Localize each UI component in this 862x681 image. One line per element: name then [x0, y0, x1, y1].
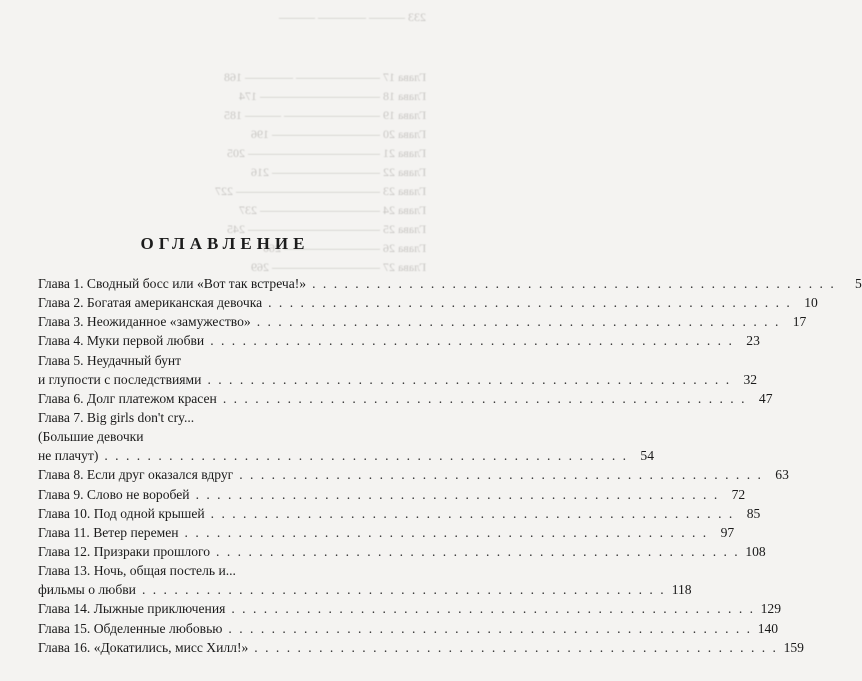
toc-entry: [38, 389, 773, 408]
toc-list: [38, 274, 862, 657]
toc-entry-title: Глава 2. Богатая американская девочка: [38, 295, 263, 311]
toc-line: [38, 370, 758, 389]
toc-line: [38, 446, 655, 465]
toc-line: [38, 274, 862, 293]
toc-heading: ОГЛАВЛЕНИЕ: [140, 234, 310, 253]
toc-entry-title: и глупости с последствиями: [38, 371, 202, 387]
toc-line: [38, 485, 746, 504]
toc-entry: [38, 312, 807, 331]
toc-entry: [38, 523, 735, 542]
toc-entry-title: Глава 1. Сводный босс или «Вот так встреча!»: [38, 276, 307, 291]
toc-line: [38, 542, 766, 561]
toc-line: [38, 580, 692, 599]
toc-line: [38, 293, 818, 312]
toc-entry-title: Глава 16. «Докатились, мисс Хилл!»: [38, 639, 249, 655]
toc-entry-title: Глава 6. Долг платежом красен: [38, 390, 217, 406]
toc-line: [38, 408, 402, 427]
toc-dot-leader: . . . . . . . . . . . . . . . . . . . . . . . . . . . . . . . . . . . . . . . . . . . . . . . . .: [268, 295, 792, 311]
toc-entry-title: Глава 5. Неудачный бунт: [38, 352, 182, 368]
toc-entry: [38, 619, 779, 638]
toc-dot-leader: . . . . . . . . . . . . . . . . . . . . . . . . . . . . . . . . . . . . . . . . . . . . . . . . .: [231, 601, 756, 617]
toc-line: [38, 599, 782, 618]
toc-page-number: 140: [757, 620, 779, 636]
toc-page-number: 17: [792, 314, 807, 330]
toc-entry-title: Глава 13. Ночь, общая постель и...: [38, 563, 236, 579]
toc-line: [38, 389, 773, 408]
toc-entry: [38, 638, 804, 657]
toc-page-number: 72: [731, 486, 746, 502]
toc-line: [38, 504, 761, 523]
toc-line: [38, 427, 402, 446]
toc-page-number: 97: [720, 524, 735, 540]
toc-entry-title: Глава 15. Обделенные любовью: [38, 620, 223, 636]
toc-line: [38, 523, 735, 542]
toc-page-number: 85: [746, 505, 761, 521]
toc-page-number: 54: [640, 448, 655, 464]
toc-entry-title: Глава 11. Ветер перемен: [38, 524, 179, 540]
toc-page-number: 47: [758, 390, 773, 406]
toc-entry: [38, 599, 782, 618]
toc-entry-title: Глава 12. Призраки прошлого: [38, 543, 211, 559]
toc-page-number: 32: [743, 371, 758, 387]
toc-entry: [38, 561, 692, 599]
toc-dot-leader: . . . . . . . . . . . . . . . . . . . . . . . . . . . . . . . . . . . . . . . . . . . . . . . . .: [184, 524, 709, 540]
toc-dot-leader: . . . . . . . . . . . . . . . . . . . . . . . . . . . . . . . . . . . . . . . . . . . . . . . . .: [228, 620, 753, 636]
toc-entry-title: не плачут): [38, 448, 99, 464]
toc-entry-title: Глава 10. Под одной крышей: [38, 505, 205, 521]
toc-entry: [38, 504, 761, 523]
toc-page-number: 159: [783, 639, 804, 655]
toc-entry-title: (Большие девочки: [38, 429, 144, 445]
toc-entry-title: Глава 14. Лыжные приключения: [38, 601, 226, 617]
toc-page-number: 5: [854, 276, 862, 291]
toc-entry: [38, 465, 789, 484]
toc-entry: [38, 351, 758, 389]
toc-page-number: 23: [746, 333, 760, 349]
toc-dot-leader: . . . . . . . . . . . . . . . . . . . . . . . . . . . . . . . . . . . . . . . . . . . . . . . . .: [254, 639, 778, 655]
toc-line: [38, 619, 779, 638]
toc-dot-leader: . . . . . . . . . . . . . . . . . . . . . . . . . . . . . . . . . . . . . . . . . . . . . . . . .: [216, 543, 740, 559]
toc-entry: [38, 542, 766, 561]
toc-line: [38, 561, 402, 580]
toc-page-number: 10: [804, 295, 818, 311]
toc-page-number: 108: [745, 543, 766, 559]
toc-dot-leader: . . . . . . . . . . . . . . . . . . . . . . . . . . . . . . . . . . . . . . . . . . . . . . . . .: [210, 333, 734, 349]
toc-dot-leader: . . . . . . . . . . . . . . . . . . . . . . . . . . . . . . . . . . . . . . . . . . . . . . . . .: [256, 314, 781, 330]
toc-entry-title: Глава 3. Неожиданное «замужество»: [38, 314, 251, 330]
toc-dot-leader: . . . . . . . . . . . . . . . . . . . . . . . . . . . . . . . . . . . . . . . . . . . . . . . . .: [239, 467, 763, 483]
toc-dot-leader: . . . . . . . . . . . . . . . . . . . . . . . . . . . . . . . . . . . . . . . . . . . . . . . . .: [222, 390, 747, 406]
toc-page-number: 129: [760, 601, 782, 617]
toc-dot-leader: . . . . . . . . . . . . . . . . . . . . . . . . . . . . . . . . . . . . . . . . . . . . . . . . .: [104, 448, 629, 464]
toc-entry-title: Глава 8. Если друг оказался вдруг: [38, 467, 234, 483]
show-through-text: 233 ——— ———— ——— Глава 17 ——————— ———— 168 Глава 18 —————————— 174 Глава 19 ———————— ——— 185 Глава 20 ————————— 196 Глава 21 ——————————— 205 Глава 22 ————————— 216 Глава 23 ———————————— 227 Глава 24 —————————— 237 Глава 25 ——————————— 245 Глава 26 ———————— 260 Глава 27 ————————— 269: [214, 10, 426, 274]
toc-entry-title: Глава 4. Муки первой любви: [38, 333, 205, 349]
toc-entry-title: Глава 7. Big girls don't cry...: [38, 409, 195, 425]
toc-page-number: 63: [775, 467, 789, 483]
toc-line: [38, 331, 760, 350]
toc-dot-leader: . . . . . . . . . . . . . . . . . . . . . . . . . . . . . . . . . . . . . . . . . . . . . . . . .: [141, 582, 666, 598]
toc-entry: [38, 293, 818, 312]
toc-page-number: 118: [671, 582, 692, 598]
toc-dot-leader: . . . . . . . . . . . . . . . . . . . . . . . . . . . . . . . . . . . . . . . . . . . . . . . . .: [195, 486, 720, 502]
toc-entry-title: фильмы о любви: [38, 582, 136, 598]
toc-dot-leader: . . . . . . . . . . . . . . . . . . . . . . . . . . . . . . . . . . . . . . . . . . . . . . . . .: [210, 505, 735, 521]
toc-line: [38, 465, 789, 484]
toc-line: [38, 351, 402, 370]
toc-entry: [38, 331, 760, 350]
toc-entry: [38, 485, 746, 504]
toc-line: [38, 638, 804, 657]
toc-line: [38, 312, 807, 331]
toc-dot-leader: . . . . . . . . . . . . . . . . . . . . . . . . . . . . . . . . . . . . . . . . . . . . . . . . .: [312, 276, 836, 291]
toc-dot-leader: . . . . . . . . . . . . . . . . . . . . . . . . . . . . . . . . . . . . . . . . . . . . . . . . .: [207, 371, 732, 387]
toc-entry: [38, 274, 862, 293]
toc-entry: [38, 408, 655, 465]
toc-entry-title: Глава 9. Слово не воробей: [38, 486, 190, 502]
